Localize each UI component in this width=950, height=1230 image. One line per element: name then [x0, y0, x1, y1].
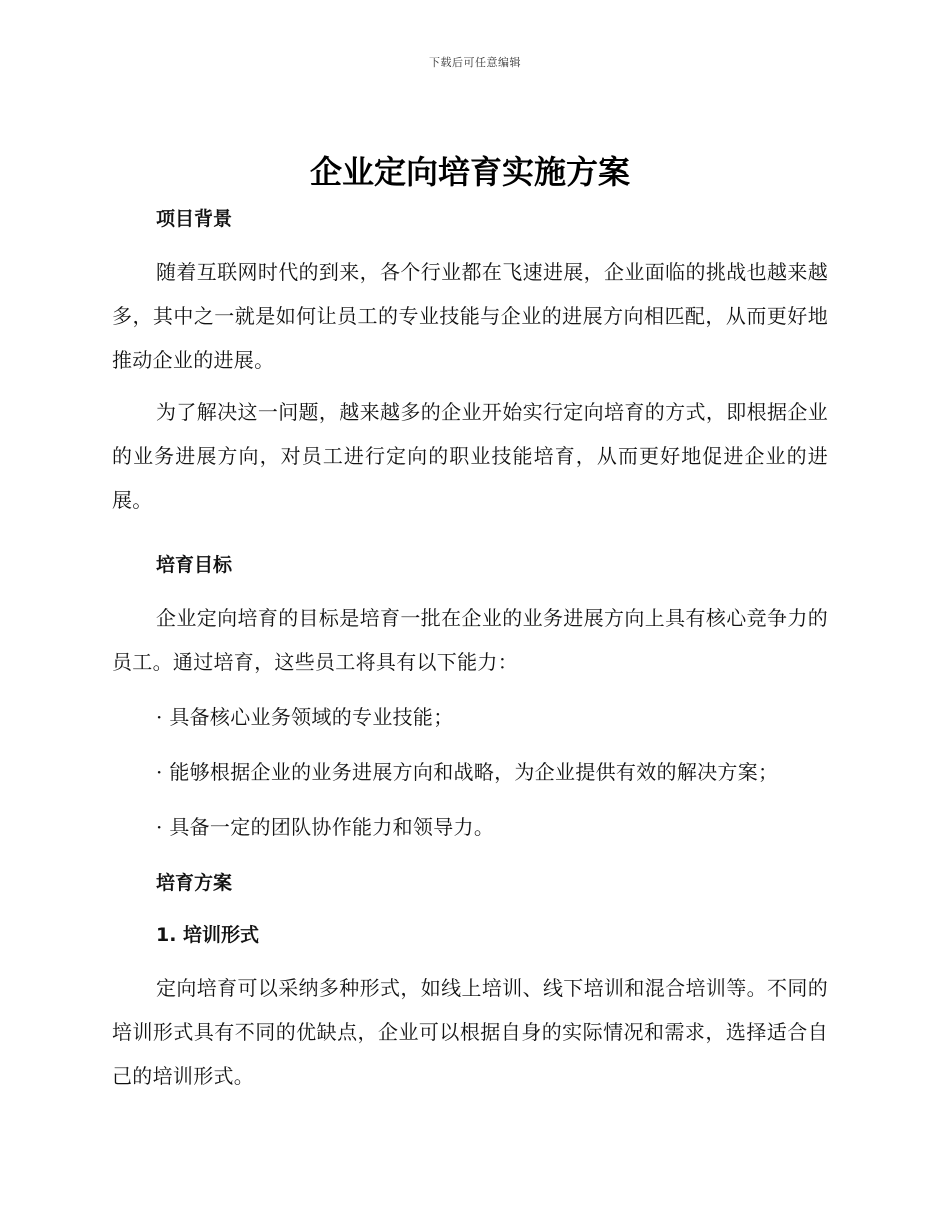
document-title: 企业定向培育实施方案	[309, 153, 630, 191]
training-format-paragraph: 定向培育可以采纳多种形式，如线上培训、线下培训和混合培训等。不同的培训形式具有不同的优缺点，企业可以根据自身的实际情况和需求，选择适合自己的培训形式。	[112, 976, 828, 1088]
document-body	[112, 146, 828, 1098]
section-heading-background: 项目背景	[156, 208, 233, 230]
section-heading-goals: 培育目标	[156, 554, 233, 576]
goals-intro-paragraph: 企业定向培育的目标是培育一批在企业的业务进展方向上具有核心竞争力的员工。通过培育，这些员工将具有以下能力：	[112, 606, 828, 674]
goals-bullet-2: · 能够根据企业的业务进展方向和战略，为企业提供有效的解决方案；	[156, 760, 779, 784]
header-note: 下载后可任意编辑	[429, 56, 521, 69]
section-heading-plan: 培育方案	[156, 872, 233, 894]
goals-bullet-3: · 具备一定的团队协作能力和领导力。	[156, 815, 495, 839]
goals-bullet-1: · 具备核心业务领域的专业技能；	[156, 705, 454, 729]
subsection-heading-training-format: 1. 培训形式	[156, 924, 260, 946]
background-paragraph-2: 为了解决这一问题，越来越多的企业开始实行定向培育的方式，即根据企业的业务进展方向，对员工进行定向的职业技能培育，从而更好地促进企业的进展。	[112, 400, 828, 512]
background-paragraph-1: 随着互联网时代的到来，各个行业都在飞速进展，企业面临的挑战也越来越多，其中之一就是如何让员工的专业技能与企业的进展方向相匹配，从而更好地推动企业的进展。	[112, 260, 828, 372]
